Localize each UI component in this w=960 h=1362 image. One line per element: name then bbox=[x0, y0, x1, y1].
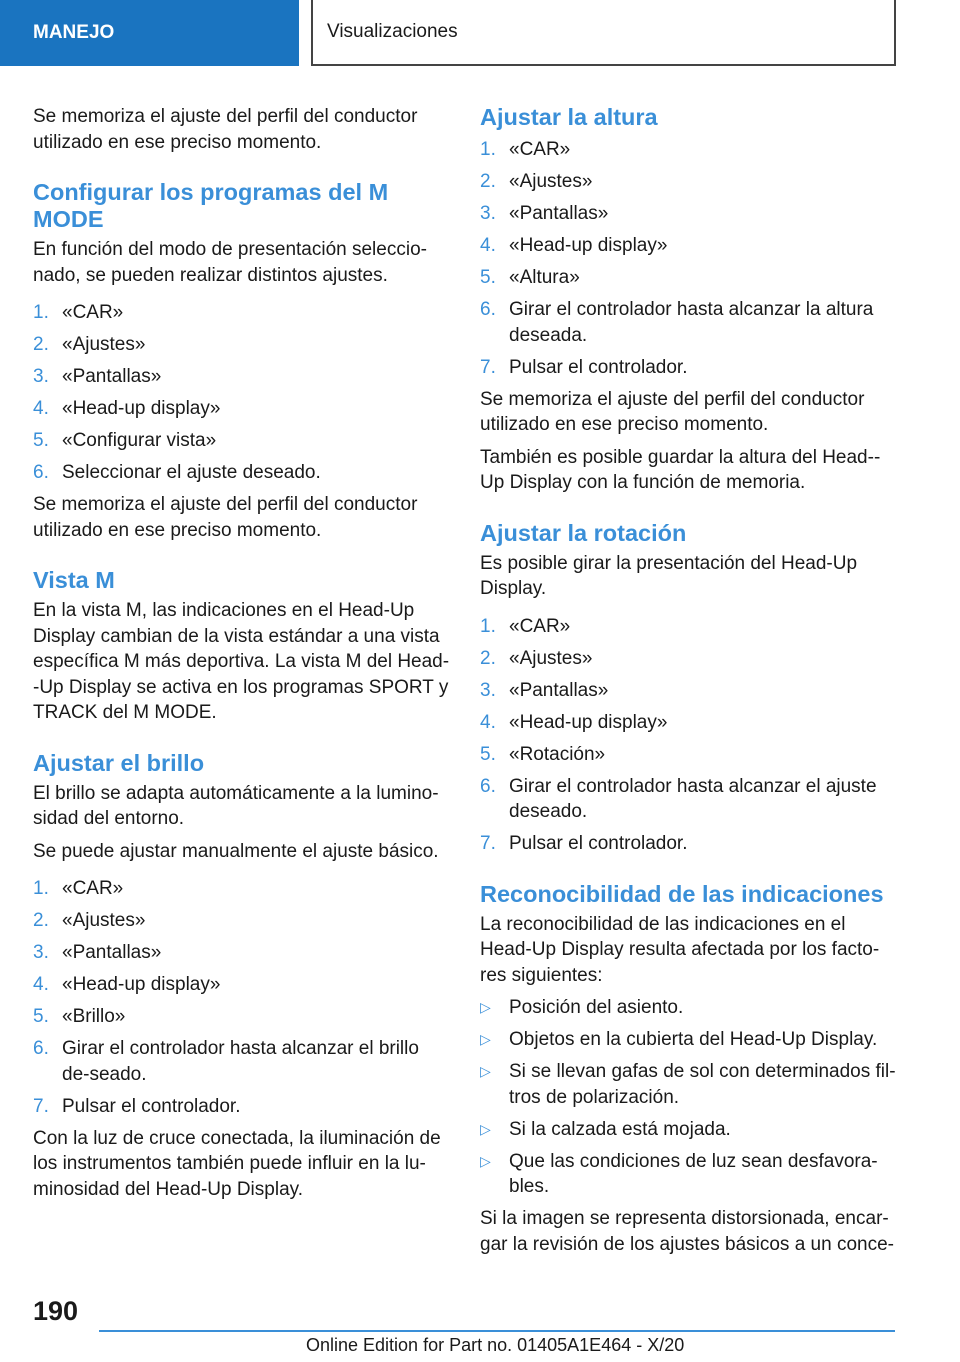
list-item: 6. Girar el controlador hasta alcanzar la altura deseada. bbox=[480, 299, 874, 346]
list-item: 1. «CAR» bbox=[480, 615, 571, 637]
rotacion-paragraph: Es posible girar la presentación del Head-Up Display. bbox=[480, 552, 858, 599]
section-label: MANEJO bbox=[33, 22, 115, 43]
reconocibilidad-after: Si la imagen se representa distorsionada, encar-gar la revisión de los ajustes básicos a un conce- bbox=[480, 1208, 895, 1255]
altura-after-2: También es posible guardar la altura del Head--Up Display con la función de memoria. bbox=[480, 446, 881, 493]
chapter-label: Visualizaciones bbox=[327, 21, 458, 42]
triangle-bullet-icon: ▷ bbox=[480, 1120, 491, 1137]
right-column bbox=[480, 104, 898, 1264]
list-item: 2. «Ajustes» bbox=[480, 647, 593, 669]
list-item: 2. «Ajustes» bbox=[33, 334, 146, 355]
list-item: 4. «Head-up display» bbox=[480, 235, 668, 256]
config-heading: Configurar los programas del M MODE bbox=[33, 179, 389, 232]
list-item: ▷ Que las condiciones de luz sean desfavora-bles. bbox=[480, 1149, 898, 1200]
list-item: 2. «Ajustes» bbox=[33, 910, 146, 931]
list-item: 3. «Pantallas» bbox=[480, 679, 609, 701]
list-item: ▷ Posición del asiento. bbox=[480, 995, 898, 1021]
list-item: 2. «Ajustes» bbox=[480, 171, 593, 192]
list-item: 1. «CAR» bbox=[480, 139, 571, 160]
left-column bbox=[33, 104, 451, 1209]
list-item: ▷ Si se llevan gafas de sol con determinados fil-tros de polarización. bbox=[480, 1059, 898, 1110]
page-number: 190 bbox=[33, 1296, 79, 1326]
rotacion-heading: Ajustar la rotación bbox=[480, 519, 687, 546]
list-item: 5. «Configurar vista» bbox=[33, 430, 217, 451]
reconocibilidad-bullets bbox=[480, 995, 898, 1200]
altura-heading: Ajustar la altura bbox=[480, 104, 658, 130]
altura-after-1: Se memoriza el ajuste del perfil del conductor utilizado en ese preciso momento. bbox=[480, 388, 865, 435]
brillo-after: Con la luz de cruce conectada, la iluminación de los instrumentos también puede influir en la lu-minosidad del Head-Up Display. bbox=[33, 1127, 441, 1200]
triangle-bullet-icon: ▷ bbox=[480, 1031, 491, 1047]
list-item: 6. Girar el controlador hasta alcanzar el brillo de-seado. bbox=[33, 1038, 419, 1085]
vista-paragraph: En la vista M, las indicaciones en el Head-Up Display cambian de la vista estándar a una vista específica M más deportiva. La vista M del Head--Up Display se activa en los programas SPORT y TRACK del M MODE. bbox=[33, 600, 450, 723]
list-item: 1. «CAR» bbox=[33, 302, 124, 323]
list-item: ▷ Si la calzada está mojada. bbox=[480, 1117, 898, 1143]
list-item: 6. Seleccionar el ajuste deseado. bbox=[33, 462, 321, 483]
triangle-bullet-icon: ▷ bbox=[480, 999, 491, 1015]
list-item: 5. «Rotación» bbox=[480, 743, 606, 765]
chapter-tab bbox=[311, 0, 896, 66]
list-item: 7. Pulsar el controlador. bbox=[33, 1095, 241, 1117]
reconocibilidad-paragraph: La reconocibilidad de las indicaciones en el Head-Up Display resulta afectada por los facto-res siguientes: bbox=[480, 913, 880, 986]
altura-steps bbox=[480, 137, 898, 380]
config-after: Se memoriza el ajuste del perfil del conductor utilizado en ese preciso momento. bbox=[33, 494, 418, 541]
list-item: 7. Pulsar el controlador. bbox=[480, 356, 688, 378]
vista-heading: Vista M bbox=[33, 567, 115, 593]
config-steps bbox=[33, 300, 451, 486]
footer-divider bbox=[99, 1330, 895, 1332]
brillo-heading: Ajustar el brillo bbox=[33, 749, 205, 776]
list-item: 4. «Head-up display» bbox=[480, 711, 668, 733]
list-item: 4. «Head-up display» bbox=[33, 974, 221, 995]
list-item: 5. «Brillo» bbox=[33, 1006, 126, 1027]
config-paragraph: En función del modo de presentación seleccio-nado, se pueden realizar distintos ajustes. bbox=[33, 239, 427, 286]
list-item: 4. «Head-up display» bbox=[33, 398, 221, 419]
list-item: 7. Pulsar el controlador. bbox=[480, 833, 688, 854]
reconocibilidad-heading: Reconocibilidad de las indicaciones bbox=[480, 880, 884, 907]
list-item: ▷ Objetos en la cubierta del Head-Up Display. bbox=[480, 1027, 898, 1053]
edition-footer: Online Edition for Part no. 01405A1E464 - X/20 bbox=[306, 1335, 685, 1355]
list-item: 3. «Pantallas» bbox=[480, 203, 609, 224]
list-item: 5. «Altura» bbox=[480, 267, 580, 288]
list-item: 3. «Pantallas» bbox=[33, 942, 162, 963]
brillo-paragraph-1: El brillo se adapta automáticamente a la lumino-sidad del entorno. bbox=[33, 782, 439, 829]
section-tab bbox=[0, 0, 299, 66]
brillo-paragraph-2: Se puede ajustar manualmente el ajuste básico. bbox=[33, 840, 439, 862]
triangle-bullet-icon: ▷ bbox=[480, 1063, 491, 1079]
triangle-bullet-icon: ▷ bbox=[480, 1152, 491, 1169]
intro-paragraph: Se memoriza el ajuste del perfil del conductor utilizado en ese preciso momento. bbox=[33, 106, 418, 153]
brillo-steps bbox=[33, 876, 451, 1119]
list-item: 1. «CAR» bbox=[33, 878, 124, 899]
list-item: 6. Girar el controlador hasta alcanzar el ajuste deseado. bbox=[480, 775, 877, 822]
list-item: 3. «Pantallas» bbox=[33, 366, 162, 387]
rotacion-steps bbox=[480, 614, 898, 857]
